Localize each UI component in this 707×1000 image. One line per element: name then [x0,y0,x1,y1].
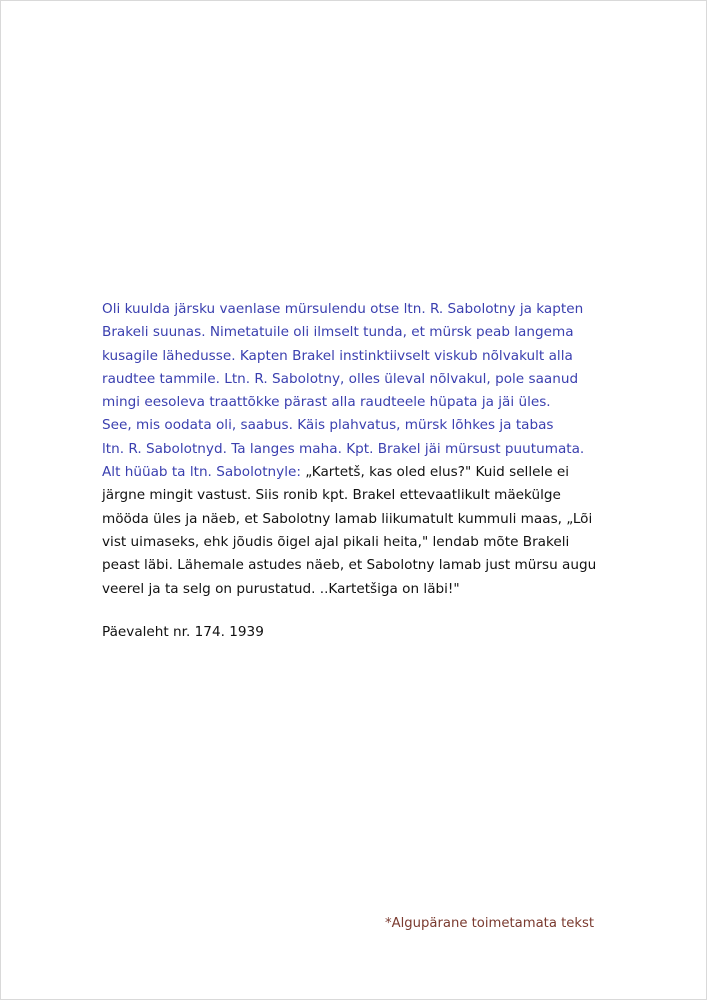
text-line: ltn. R. Sabolotnyd. Ta langes maha. Kpt. Brakel jäi mürsust puutumata. [102,440,585,457]
footnote: *Algupärane toimetamata tekst [385,916,595,931]
text-line: kusagile lähedusse. Kapten Brakel instinktiivselt viskub nõlvakult alla [102,347,573,364]
text-line: vist uimaseks, ehk jõudis õigel ajal pikali heita," lendab mõte Brakeli [102,533,570,550]
text-line: Alt hüüab ta ltn. Sabolotnyle: „Kartetš, kas oled elus?" Kuid sellele ei [102,464,570,481]
text-line: mööda üles ja näeb, et Sabolotny lamab liikumatult kummuli maas, „Lõi [102,510,593,527]
article-text [102,298,622,601]
text-line: Brakeli suunas. Nimetatuile oli ilmselt tunda, et mürsk peab langema [102,324,574,341]
text-line: järgne mingit vastust. Siis ronib kpt. Brakel ettevaatlikult mäekülge [102,487,561,504]
source-citation: Päevaleht nr. 174. 1939 [102,624,264,640]
text-line: raudtee tammile. Ltn. R. Sabolotny, olles üleval nõlvakul, pole saanud [102,370,579,387]
text-line: veerel ja ta selg on purustatud. ..Kartetšiga on läbi!" [102,580,460,597]
text-line: Oli kuulda järsku vaenlase mürsulendu otse ltn. R. Sabolotny ja kapten [102,301,584,317]
text-line: mingi eesoleva traattõkke pärast alla raudteele hüpata ja jäi üles. [102,394,551,411]
text-line: peast läbi. Lähemale astudes näeb, et Sabolotny lamab just mürsu augu [102,557,597,574]
text-line: See, mis oodata oli, saabus. Käis plahvatus, mürsk lõhkes ja tabas [102,417,554,434]
